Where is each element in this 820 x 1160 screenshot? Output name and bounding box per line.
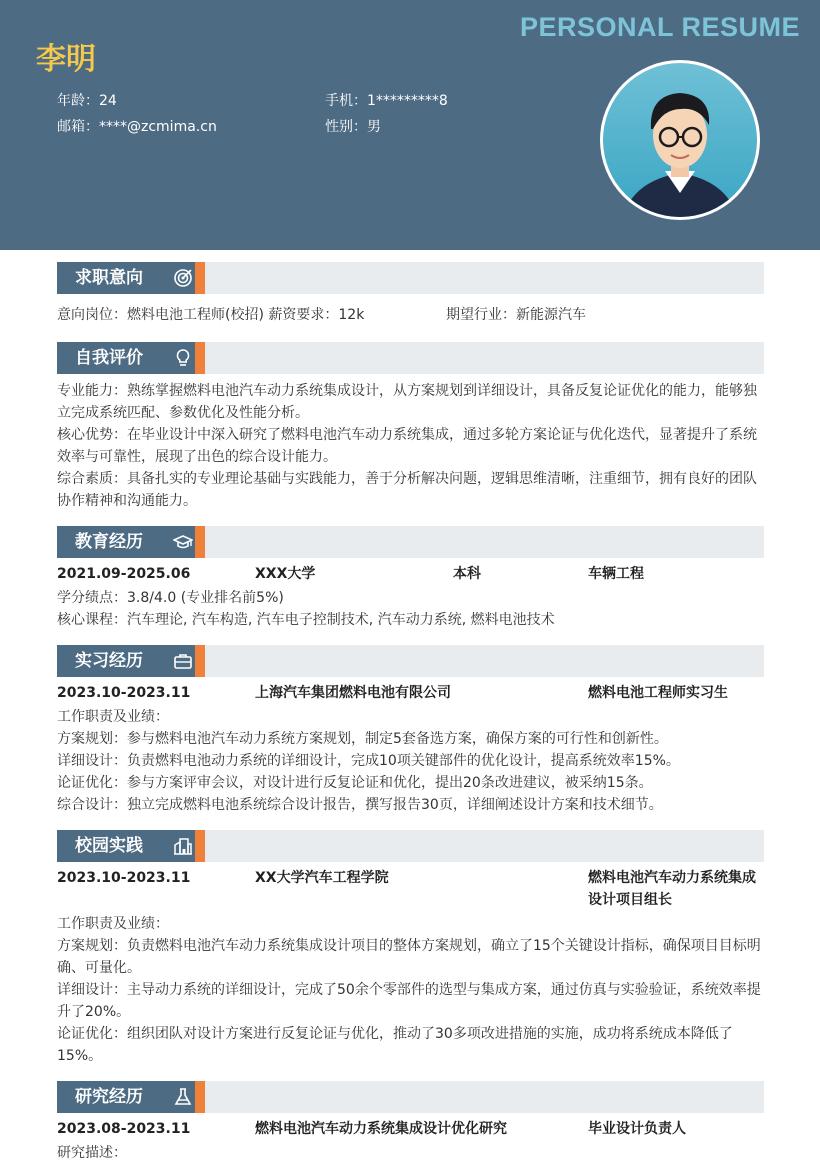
industry-label: 期望行业： xyxy=(446,307,516,323)
education-row xyxy=(57,563,767,585)
campus-intro: 工作职责及业绩： xyxy=(57,916,169,932)
gender-label: 性别： xyxy=(325,119,367,135)
campus-row xyxy=(57,867,767,911)
internship-line-3: 详细设计：负责燃料电池动力系统的详细设计，完成10项关键部件的优化设计，提高系统效率15%。 xyxy=(57,753,680,769)
campus-paragraph-3: 论证优化：组织团队对设计方案进行反复论证与优化，推动了30多项改进措施的实施，成功将系统成本降低了15%。 xyxy=(57,1026,733,1064)
intention-line xyxy=(57,304,767,326)
section-title xyxy=(57,1081,205,1113)
education-courses: 核心课程：汽车理论, 汽车构造, 汽车电子控制技术, 汽车动力系统, 燃料电池技术 xyxy=(57,612,555,628)
internship-line-5: 综合设计：独立完成燃料电池系统综合设计报告，撰写报告30页，详细阐述设计方案和技术细节。 xyxy=(57,797,663,813)
section-intention-title: 求职意向 xyxy=(75,268,143,288)
section-accent xyxy=(195,645,205,677)
industry xyxy=(446,304,586,326)
campus-role-line1: 燃料电池汽车动力系统集成 xyxy=(588,870,756,886)
internship-line-4: 论证优化：参与方案评审会议，对设计进行反复论证和优化，提出20条改进建议，被采纳15条。 xyxy=(57,775,653,791)
email-label: 邮箱： xyxy=(57,119,99,135)
internship-role: 燃料电池工程师实习生 xyxy=(588,685,728,701)
age-label: 年龄： xyxy=(57,93,99,109)
education-degree: 本科 xyxy=(453,566,481,582)
section-research-header xyxy=(57,1081,764,1113)
internship-company: 上海汽车集团燃料电池有限公司 xyxy=(255,685,451,701)
salary-label: 薪资要求： xyxy=(268,307,339,323)
campus-org: XX大学汽车工程学院 xyxy=(255,870,389,886)
section-title xyxy=(57,342,205,374)
section-intention-header xyxy=(57,262,764,294)
email-info xyxy=(57,116,217,136)
lightbulb-icon xyxy=(173,348,193,368)
section-internship-title: 实习经历 xyxy=(75,651,143,671)
flask-icon xyxy=(173,1087,193,1107)
position-label: 意向岗位： xyxy=(57,307,127,323)
section-education-header xyxy=(57,526,764,558)
research-project: 燃料电池汽车动力系统集成设计优化研究 xyxy=(255,1121,507,1137)
research-role: 毕业设计负责人 xyxy=(588,1121,686,1137)
section-accent xyxy=(195,262,205,294)
position-value: 燃料电池工程师(校招) xyxy=(127,307,264,323)
internship-row xyxy=(57,682,767,704)
age-info xyxy=(57,90,117,110)
industry-value: 新能源汽车 xyxy=(516,307,586,323)
briefcase-icon xyxy=(173,651,193,671)
section-internship-header xyxy=(57,645,764,677)
age-value: 24 xyxy=(99,93,117,109)
selfeval-paragraph-2: 核心优势：在毕业设计中深入研究了燃料电池汽车动力系统集成，通过多轮方案论证与优化迭代，显著提升了系统效率与可靠性，展现了出色的综合设计能力。 xyxy=(57,427,757,465)
research-date: 2023.08-2023.11 xyxy=(57,1121,191,1137)
section-accent xyxy=(195,342,205,374)
selfeval-paragraph-1: 专业能力：熟练掌握燃料电池汽车动力系统集成设计，从方案规划到详细设计，具备反复论证优化的能力，能够独立完成系统匹配、参数优化及性能分析。 xyxy=(57,383,757,421)
selfeval-paragraph-3: 综合素质：具备扎实的专业理论基础与实践能力，善于分析解决问题，逻辑思维清晰，注重细节，拥有良好的团队协作精神和沟通能力。 xyxy=(57,471,757,509)
section-title xyxy=(57,830,205,862)
education-gpa: 学分绩点：3.8/4.0 (专业排名前5%) xyxy=(57,590,284,606)
phone-label: 手机： xyxy=(325,93,367,109)
section-title xyxy=(57,262,205,294)
phone-info xyxy=(325,90,448,110)
section-accent xyxy=(195,526,205,558)
building-icon xyxy=(173,836,193,856)
education-date: 2021.09-2025.06 xyxy=(57,566,191,582)
campus-role-line2: 设计项目组长 xyxy=(588,892,672,908)
section-research-title: 研究经历 xyxy=(75,1087,143,1107)
research-row xyxy=(57,1118,767,1140)
phone-value: 1*********8 xyxy=(367,93,448,109)
resume-header xyxy=(0,0,820,250)
gender-value: 男 xyxy=(367,119,381,135)
research-desc-label: 研究描述： xyxy=(57,1145,127,1160)
doc-title: PERSONAL RESUME xyxy=(519,12,800,42)
education-school: XXX大学 xyxy=(255,566,316,582)
campus-paragraph-1: 方案规划：负责燃料电池汽车动力系统集成设计项目的整体方案规划，确立了15个关键设计指标，确保项目目标明确、可量化。 xyxy=(57,938,761,976)
section-selfeval-title: 自我评价 xyxy=(75,348,143,368)
section-accent xyxy=(195,830,205,862)
section-title xyxy=(57,645,205,677)
internship-line-2: 方案规划：参与燃料电池汽车动力系统方案规划，制定5套备选方案，确保方案的可行性和创新性。 xyxy=(57,731,668,747)
section-campus-header xyxy=(57,830,764,862)
graduation-cap-icon xyxy=(173,532,193,552)
section-accent xyxy=(195,1081,205,1113)
campus-paragraph-2: 详细设计：主导动力系统的详细设计，完成了50余个零部件的选型与集成方案，通过仿真与实验验证，系统效率提升了20%。 xyxy=(57,982,761,1020)
section-title xyxy=(57,526,205,558)
section-campus-title: 校园实践 xyxy=(75,836,143,856)
candidate-name: 李明 xyxy=(36,42,96,77)
education-major: 车辆工程 xyxy=(588,566,644,582)
person-portrait-icon xyxy=(603,63,757,217)
campus-date: 2023.10-2023.11 xyxy=(57,870,191,886)
internship-date: 2023.10-2023.11 xyxy=(57,685,191,701)
avatar-photo xyxy=(603,63,757,217)
email-value: ****@zcmima.cn xyxy=(99,119,217,135)
internship-line-1: 工作职责及业绩： xyxy=(57,709,169,725)
salary-value: 12k xyxy=(338,307,365,323)
target-icon xyxy=(173,268,193,288)
avatar xyxy=(600,60,760,220)
gender-info xyxy=(325,116,381,136)
section-education-title: 教育经历 xyxy=(75,532,143,552)
section-selfeval-header xyxy=(57,342,764,374)
